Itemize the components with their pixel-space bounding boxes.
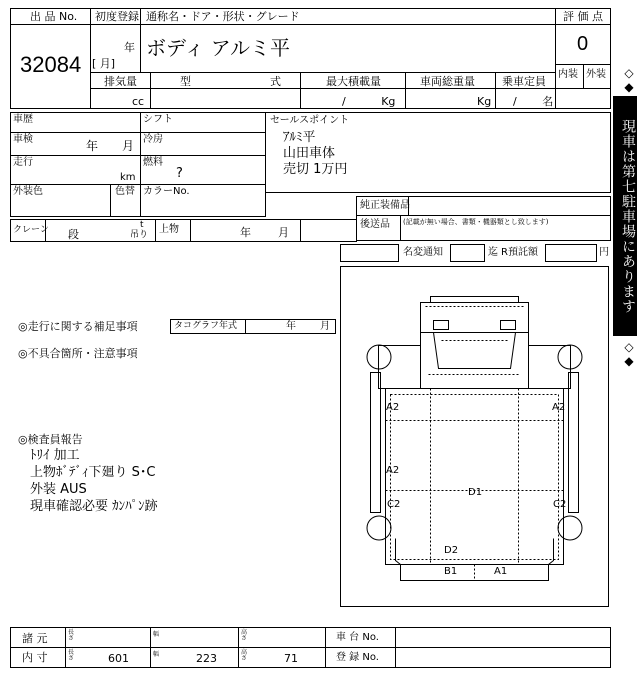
mark-a2-left-mid: A2 bbox=[386, 465, 400, 476]
length-label-bottom: 長さ bbox=[68, 649, 75, 663]
gross-weight-label: 車両総重量 bbox=[420, 75, 475, 88]
max-load-unit: / Kg bbox=[342, 95, 396, 108]
upper-body-label: 上物 bbox=[159, 224, 179, 235]
max-load-label: 最大積載量 bbox=[326, 75, 381, 88]
crane-stage: 段 bbox=[68, 228, 79, 241]
first-reg-year-label: 年 bbox=[124, 41, 135, 54]
vehicle-body-type: ボディ アルミ平 bbox=[146, 36, 290, 60]
crane-lift: 吊り bbox=[130, 230, 149, 240]
color-change-label: 色替 bbox=[115, 186, 135, 197]
parking-location-banner: 現車は第七駐車場にあります bbox=[613, 96, 637, 336]
vehicle-name-label: 通称名・ドア・形状・グレード bbox=[146, 10, 300, 23]
displacement-unit: cc bbox=[132, 95, 145, 108]
tachograph-year: 年 bbox=[286, 321, 296, 332]
score-label: 評 価 点 bbox=[563, 10, 603, 23]
lot-number: 32084 bbox=[20, 52, 82, 77]
mark-c2-left: C2 bbox=[387, 499, 401, 510]
interior-label: 内装 bbox=[558, 69, 578, 80]
dimensions-label: 諸 元 bbox=[22, 632, 48, 645]
mark-c2-right: C2 bbox=[553, 499, 567, 510]
mark-d2: D2 bbox=[444, 545, 459, 556]
genuine-equipment-label: 純正装備品 bbox=[360, 200, 410, 211]
delivery-items-label: 後送品 bbox=[360, 219, 390, 230]
truck-diagram bbox=[367, 297, 582, 581]
inspector-line-4: 現車確認必要 ｶﾝﾊﾟﾝ跡 bbox=[30, 499, 158, 514]
registration-no-label: 登 録 No. bbox=[336, 652, 379, 663]
sales-point-line-2: 山田車体 bbox=[283, 146, 336, 161]
mark-a1: A1 bbox=[494, 566, 508, 577]
fuel-label: 燃料 bbox=[143, 157, 163, 168]
recycle-deposit-label: R預託額 bbox=[501, 247, 538, 258]
upper-month: 月 bbox=[278, 226, 289, 239]
tachograph-month: 月 bbox=[320, 321, 330, 332]
exterior-color-label: 外装色 bbox=[13, 186, 43, 197]
inspector-line-1: ﾄﾘｲ 加工 bbox=[30, 448, 80, 463]
upper-year: 年 bbox=[240, 226, 251, 239]
sales-point-line-1: ｱﾙﾐ平 bbox=[283, 130, 316, 145]
crane-ton: t bbox=[140, 220, 144, 230]
first-reg-month-label: [ 月] bbox=[92, 57, 116, 70]
first-registration-label: 初度登録 bbox=[95, 10, 139, 23]
model-label: 型 bbox=[180, 75, 191, 88]
banner-diamonds-top: ◇◆ bbox=[622, 66, 636, 94]
inspector-report-label: ◎検査員報告 bbox=[18, 433, 83, 446]
driving-notes-label: ◎走行に関する補足事項 bbox=[18, 320, 138, 333]
height-label-bottom: 高さ bbox=[241, 649, 248, 663]
tachograph-label: タコグラフ年式 bbox=[174, 321, 238, 331]
crane-label: クレーン bbox=[13, 225, 49, 235]
inspection-year: 年 bbox=[86, 139, 99, 153]
delivery-note: (記載が無い場合、書類・機器類とし致します) bbox=[403, 218, 549, 226]
interior-dims-label: 内 寸 bbox=[22, 651, 48, 664]
shift-label: シフト bbox=[143, 114, 173, 125]
inspection-month: 月 bbox=[122, 139, 135, 153]
sales-point-line-3: 売切 1万円 bbox=[283, 162, 348, 177]
mileage-label: 走行 bbox=[13, 157, 33, 168]
lot-no-label: 出 品 No. bbox=[30, 10, 78, 23]
color-no-label: カラーNo. bbox=[143, 186, 190, 197]
yen-label: 円 bbox=[599, 247, 609, 258]
mark-b1: B1 bbox=[444, 566, 458, 577]
defects-label: ◎不具合箇所・注意事項 bbox=[18, 347, 138, 360]
capacity-unit: / 名 bbox=[513, 95, 554, 108]
capacity-label: 乗車定員 bbox=[502, 75, 546, 88]
interior-length: 601 bbox=[108, 652, 129, 665]
mark-a2-right-top: A2 bbox=[552, 402, 566, 413]
mark-d1: D1 bbox=[468, 487, 483, 498]
mileage-unit: km bbox=[120, 172, 136, 183]
length-label-top: 長さ bbox=[68, 629, 75, 643]
inspector-line-3: 外装 AUS bbox=[30, 482, 87, 497]
banner-diamonds-bottom: ◇◆ bbox=[622, 340, 636, 368]
interior-height: 71 bbox=[284, 652, 298, 665]
until-mark: 迄 bbox=[488, 247, 498, 258]
width-label-bottom: 幅 bbox=[153, 651, 160, 658]
gross-weight-unit: Kg bbox=[477, 95, 492, 108]
inspection-label: 車検 bbox=[13, 134, 33, 145]
inspector-line-2: 上物ﾎﾞﾃﾞｨ下廻り S･C bbox=[30, 465, 156, 480]
fuel-value: ? bbox=[176, 166, 183, 181]
name-change-label: 名変通知 bbox=[403, 247, 443, 258]
interior-width: 223 bbox=[196, 652, 217, 665]
height-label-top: 高さ bbox=[241, 629, 248, 643]
displacement-label: 排気量 bbox=[104, 75, 137, 88]
chassis-no-label: 車 台 No. bbox=[336, 632, 379, 643]
history-label: 車歴 bbox=[13, 114, 33, 125]
score-value: 0 bbox=[577, 33, 589, 55]
sales-point-label: セールスポイント bbox=[270, 115, 350, 126]
type-label: 式 bbox=[270, 75, 281, 88]
exterior-label: 外装 bbox=[586, 69, 606, 80]
mark-a2-left-top: A2 bbox=[386, 402, 400, 413]
width-label-top: 幅 bbox=[153, 631, 160, 638]
ac-label: 冷房 bbox=[143, 134, 163, 145]
